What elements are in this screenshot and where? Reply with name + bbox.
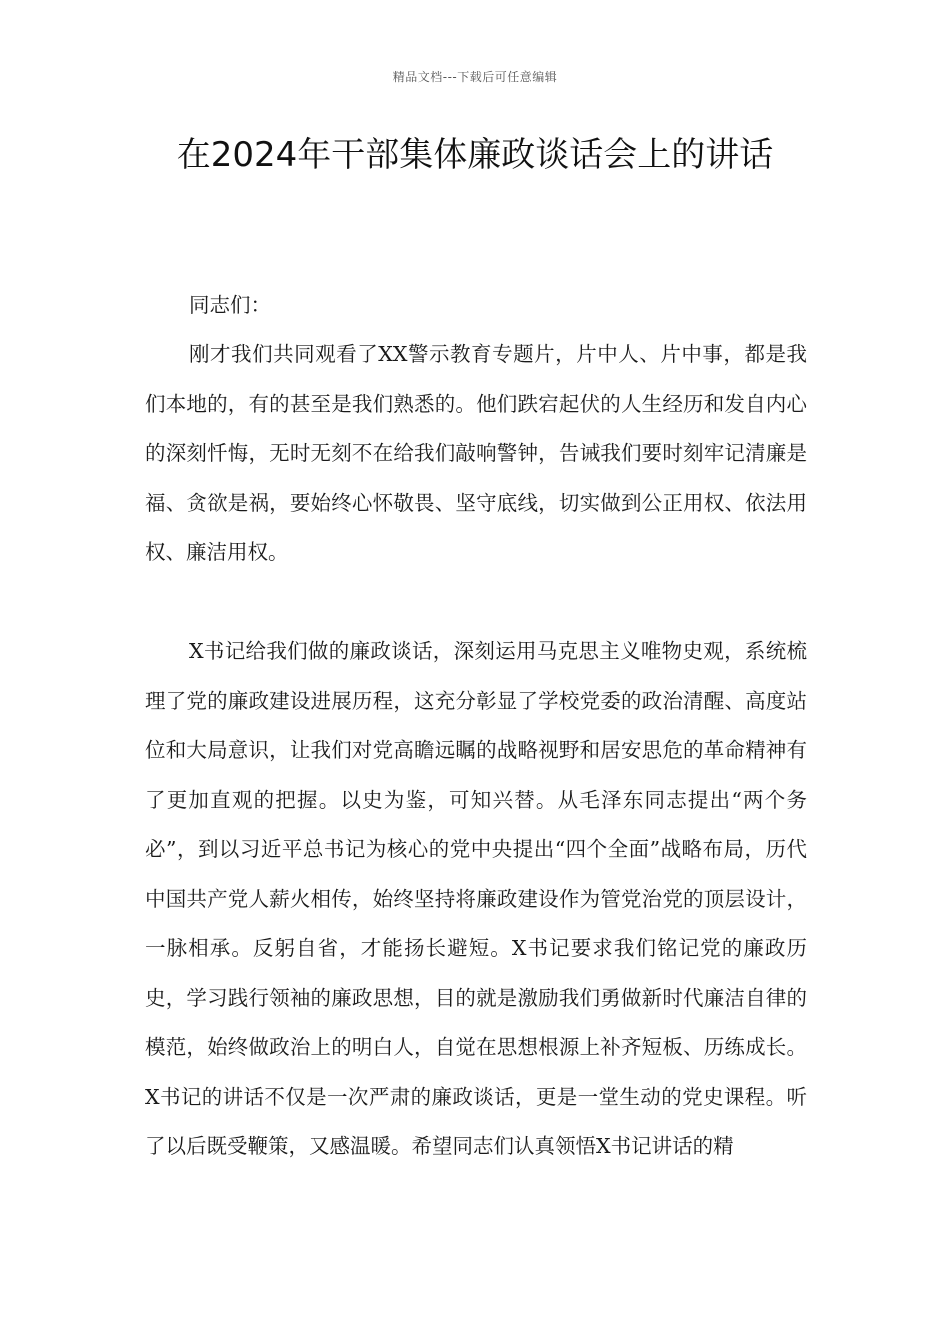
header-note: 精品文档---下载后可任意编辑 [392,70,558,84]
paragraph-2: X书记给我们做的廉政谈话，深刻运用马克思主义唯物史观，系统梳理了党的廉政建设进展历程，这充分彰显了学校党委的政治清醒、高度站位和大局意识，让我们对党高瞻远瞩的战略视野和居安思危的革命精神有了更加直观的把握。以史为鉴，可知兴替。从毛泽东同志提出“两个务必”，到以习近平总书记为核心的党中央提出“四个全面”战略布局，历代中国共产党人薪火相传，始终坚持将廉政建设作为管党治党的顶层设计，一脉相承。反躬自省，才能扬长避短。X书记要求我们铭记党的廉政历史，学习践行领袖的廉政思想，目的就是激励我们勇做新时代廉洁自律的模范，始终做政治上的明白人，自觉在思想根源上补齐短板、历练成长。X书记的讲话不仅是一次严肃的廉政谈话，更是一堂生动的党史课程。听了以后既受鞭策，又感温暖。希望同志们认真领悟X书记讲话的精 [145,639,807,1158]
salutation: 同志们： [189,293,271,317]
paragraph-1: 刚才我们共同观看了XX警示教育专题片，片中人、片中事，都是我们本地的，有的甚至是我们熟悉的。他们跌宕起伏的人生经历和发自内心的深刻忏悔，无时无刻不在给我们敲响警钟，告诫我们要时刻牢记清廉是福、贪欲是祸，要始终心怀敬畏、坚守底线，切实做到公正用权、依法用权、廉洁用权。 [145,342,807,564]
document-title: 在2024年干部集体廉政谈话会上的讲话 [176,135,774,175]
